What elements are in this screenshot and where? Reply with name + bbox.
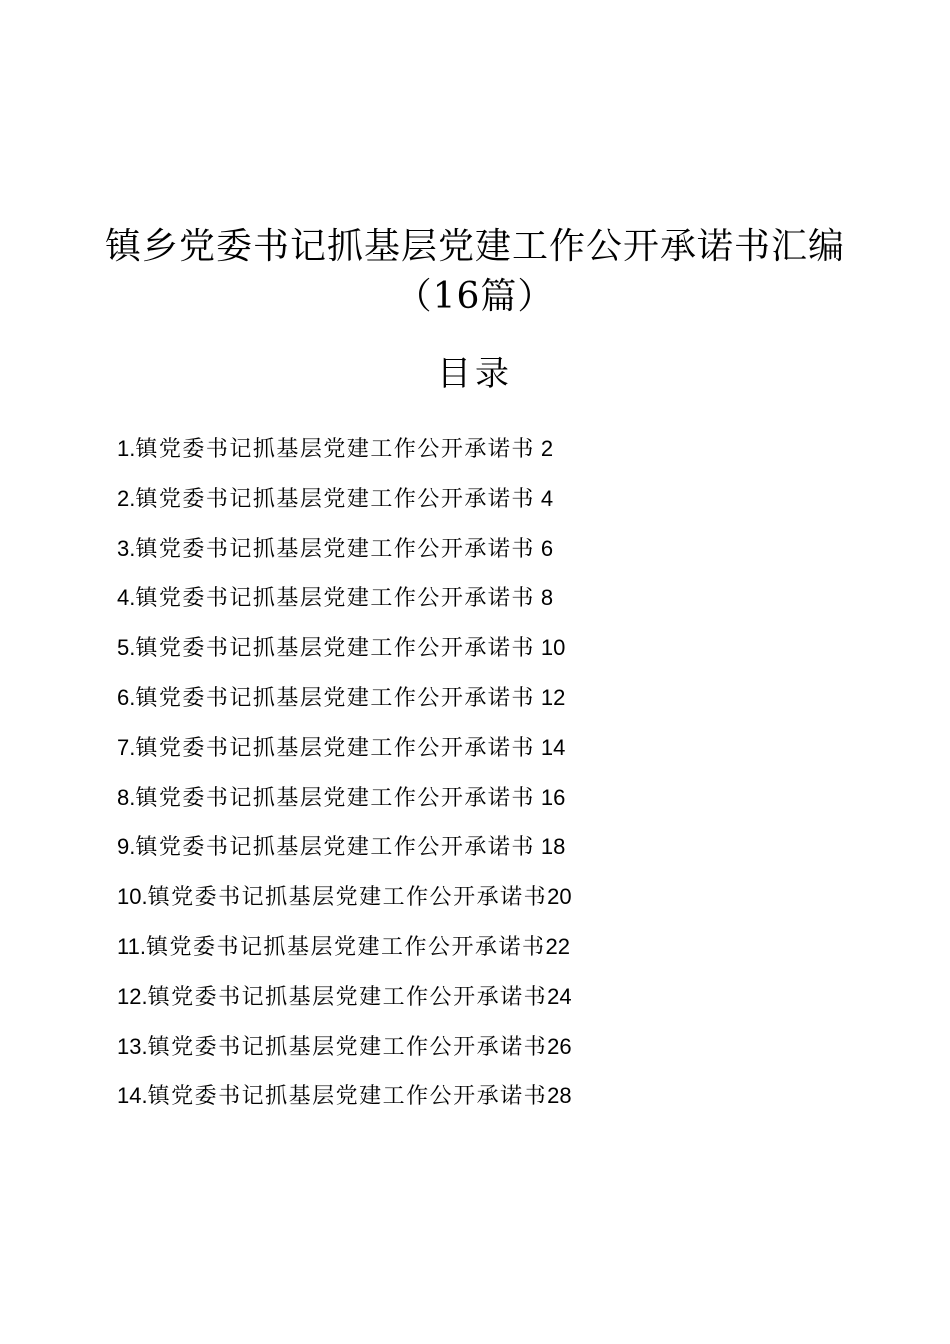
document-subtitle: （16篇） <box>395 276 555 317</box>
toc-entry[interactable] <box>117 623 677 673</box>
toc-entry-title: 镇党委书记抓基层党建工作公开承诺书 <box>135 636 535 662</box>
toc-entry-page: 14 <box>540 734 566 760</box>
toc-entry-number: 2. <box>117 485 136 511</box>
toc-entry[interactable] <box>117 972 677 1022</box>
toc-entry[interactable] <box>117 573 677 623</box>
toc-entry-number: 14. <box>117 1083 148 1109</box>
toc-entry-page: 12 <box>540 684 566 710</box>
toc-entry-number: 1. <box>117 436 136 461</box>
toc-entry-page: 8 <box>540 585 554 611</box>
toc-entry[interactable] <box>117 723 677 773</box>
toc-entry-page: 22 <box>545 933 570 959</box>
toc-heading: 目录 <box>437 354 513 394</box>
toc-entry-number: 12. <box>117 983 148 1009</box>
toc-entry-page: 26 <box>547 1033 572 1059</box>
toc-entry[interactable] <box>117 872 677 922</box>
table-of-contents <box>117 424 677 1121</box>
toc-entry-number: 5. <box>117 635 136 661</box>
toc-entry-number: 6. <box>117 684 136 710</box>
toc-entry-page: 28 <box>547 1083 572 1109</box>
toc-entry-page: 16 <box>540 784 566 810</box>
toc-entry[interactable] <box>117 1071 677 1121</box>
toc-entry-title: 镇党委书记抓基层党建工作公开承诺书 <box>135 536 535 562</box>
toc-entry-title: 镇党委书记抓基层党建工作公开承诺书 <box>147 885 548 911</box>
toc-entry[interactable] <box>117 822 677 872</box>
toc-entry-page: 18 <box>540 834 566 860</box>
toc-entry-title: 镇党委书记抓基层党建工作公开承诺书 <box>135 735 535 761</box>
toc-entry-number: 7. <box>117 734 136 760</box>
toc-entry[interactable] <box>117 1022 677 1072</box>
toc-entry-page: 4 <box>540 485 554 511</box>
toc-entry-number: 11. <box>117 933 146 959</box>
toc-entry-number: 9. <box>117 834 136 860</box>
toc-entry-title: 镇党委书记抓基层党建工作公开承诺书 <box>135 586 535 612</box>
toc-entry[interactable] <box>117 773 677 823</box>
toc-entry-number: 8. <box>117 784 136 810</box>
toc-entry-title: 镇党委书记抓基层党建工作公开承诺书 <box>135 437 535 462</box>
toc-entry-number: 10. <box>117 884 148 910</box>
toc-entry[interactable] <box>117 524 677 574</box>
toc-entry[interactable] <box>117 673 677 723</box>
toc-entry-title: 镇党委书记抓基层党建工作公开承诺书 <box>147 984 548 1010</box>
toc-entry[interactable] <box>117 474 677 524</box>
toc-entry-page: 24 <box>547 983 572 1009</box>
toc-entry-number: 13. <box>117 1033 148 1059</box>
toc-entry-page: 20 <box>547 884 572 910</box>
toc-entry-page: 2 <box>540 436 554 461</box>
toc-entry-number: 4. <box>117 585 136 611</box>
toc-entry-number: 3. <box>117 535 136 561</box>
toc-entry-title: 镇党委书记抓基层党建工作公开承诺书 <box>135 835 535 861</box>
toc-entry-page: 6 <box>540 535 554 561</box>
toc-entry-title: 镇党委书记抓基层党建工作公开承诺书 <box>135 785 535 811</box>
toc-entry-title: 镇党委书记抓基层党建工作公开承诺书 <box>145 934 546 960</box>
toc-entry-title: 镇党委书记抓基层党建工作公开承诺书 <box>135 685 535 711</box>
toc-entry-title: 镇党委书记抓基层党建工作公开承诺书 <box>135 486 535 512</box>
toc-entry[interactable] <box>117 424 677 474</box>
toc-entry[interactable] <box>117 922 677 972</box>
toc-entry-title: 镇党委书记抓基层党建工作公开承诺书 <box>147 1034 548 1060</box>
toc-entry-page: 10 <box>540 635 566 661</box>
toc-entry-title: 镇党委书记抓基层党建工作公开承诺书 <box>147 1084 548 1110</box>
document-title: 镇乡党委书记抓基层党建工作公开承诺书汇编 <box>104 226 845 267</box>
